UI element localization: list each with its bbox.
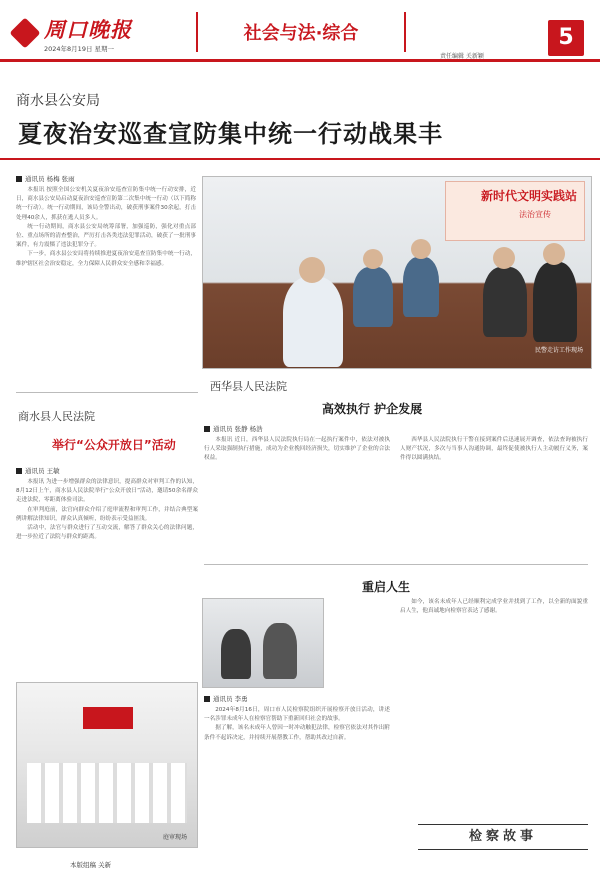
article2-byline-text: 通讯员 王敏 <box>25 467 60 475</box>
person-figure-icon <box>533 262 577 342</box>
article1-photo <box>202 176 592 369</box>
article3-body-left <box>204 436 390 556</box>
article2-paragraph: 本报讯 为进一步增强群众的法律意识，提高群众对审判工作的认知，8月12日上午，商水县人民法院举行“公众开放日”活动，邀请50余名群众走进法院，零距离体验司法。 <box>16 479 198 504</box>
article3-headline: 高效执行 护企发展 <box>322 402 423 416</box>
newspaper-logo-icon <box>9 17 40 48</box>
paper-name: 周口晚报 <box>44 18 132 42</box>
article2-byline <box>16 466 60 475</box>
article4-photo <box>202 598 324 688</box>
article1-paragraph: 本报讯 按照全国公安机关夏夜治安巡查宣防集中统一行动安排，近日，商水县公安局启动夏夜治安巡查宣防第二次集中统一行动（以下简称统一行动）。统一行动期间，该局全警出动，破获刑事案件30余起，打击处理40余人，抓获在逃人员多人。 <box>16 187 196 221</box>
article3-byline <box>204 424 263 433</box>
courtroom-seats-icon <box>27 763 187 823</box>
byline-square-icon <box>16 176 22 182</box>
article1-byline-text: 通讯员 杨梅 张雨 <box>25 175 75 183</box>
article4-paragraph: 据了解，该名未成年人曾因一时冲动触犯法律，检察官依法对其作出附条件不起诉决定，并持续开展帮教工作，帮助其改过自新。 <box>204 725 390 741</box>
officer-head-icon <box>363 249 383 269</box>
article2-photo <box>16 682 198 848</box>
article4-paragraph: 2024年8月16日，周口市人民检察院组织开展检察开放日活动，讲述一名涉罪未成年人在检察官帮助下重新回归社会的故事。 <box>204 707 390 723</box>
article3-body-right <box>400 436 588 556</box>
officer-figure-icon <box>353 267 393 327</box>
person-figure-icon <box>483 267 527 337</box>
page-number: 5 <box>548 20 584 56</box>
article2-body <box>16 478 198 676</box>
article1-body <box>16 186 196 386</box>
column-label: 检察故事 <box>418 824 588 850</box>
article1-department: 商水县公安局 <box>16 93 100 109</box>
page-editor: 责任编辑 关新颖 <box>440 53 484 60</box>
court-emblem-icon <box>83 707 133 729</box>
byline-square-icon <box>16 468 22 474</box>
article4-body-left <box>204 706 390 886</box>
article2-paragraph: 在审判庭前，法官向群众介绍了庭审流程和审判工作，并结合典型案例讲解法律知识，群众认真倾听，纷纷表示受益匪浅。 <box>16 506 198 522</box>
article1-photo-caption: 民警走访工作现场 <box>534 347 583 354</box>
byline-square-icon <box>204 426 210 432</box>
article3-paragraph: 西华县人民法院执行干警在接到案件后迅速展开调查，依法查询被执行人财产状况，多次与当事人沟通协调，最终促使被执行人主动履行义务，案件得以圆满执结。 <box>400 437 588 462</box>
article1-paragraph: 统一行动期间，商水县公安局统筹部署，加强巡防，强化对重点部位、重点场所的清查整治，严厉打击各类违法犯罪活动，破获了一批刑事案件，有力震慑了违法犯罪分子。 <box>16 223 196 249</box>
article1-paragraph: 下一步，商水县公安局将持续推进夏夜治安巡查宣防集中统一行动，维护辖区社会治安稳定，全力保障人民群众安全感和幸福感。 <box>16 251 196 267</box>
issue-date: 2024年8月19日 星期一 <box>44 45 115 53</box>
article3-department: 西华县人民法院 <box>210 380 287 393</box>
banner-text-icon: 新时代文明实践站 <box>480 189 577 203</box>
article1-byline <box>16 174 75 183</box>
person-head-icon <box>543 243 565 265</box>
article3-byline-text: 通讯员 张静 杨浩 <box>213 425 263 433</box>
article2-headline: 举行“公众开放日”活动 <box>52 438 176 452</box>
officer-figure-icon <box>403 257 439 317</box>
section-title-text: 社会与法·综合 <box>243 23 359 44</box>
article2-department: 商水县人民法院 <box>18 410 95 423</box>
section-rule <box>204 564 588 565</box>
article3-paragraph: 本报讯 近日，西华县人民法院执行局在一起执行案件中，依法对被执行人采取强制执行措施，成功为企业挽回经济损失，切实维护了企业的合法权益。 <box>204 437 390 462</box>
person-figure-icon <box>221 629 251 679</box>
article4-paragraph: 如今，该名未成年人已经顺利完成学业并找到了工作，以全新的面貌重启人生，他真诚地向检察官表达了感谢。 <box>400 599 588 615</box>
article4-headline: 重启人生 <box>362 580 411 594</box>
masthead <box>0 0 600 62</box>
person-head-icon <box>299 257 325 283</box>
person-head-icon <box>493 247 515 269</box>
person-figure-icon <box>283 277 343 367</box>
article4-byline <box>204 694 248 703</box>
banner-subtext-icon: 法治宣传 <box>519 210 551 219</box>
section-title <box>196 12 406 52</box>
byline-square-icon <box>204 696 210 702</box>
officer-head-icon <box>411 239 431 259</box>
section-rule <box>16 392 198 393</box>
article1-headline: 夏夜治安巡查宣防集中统一行动战果丰 <box>18 120 443 148</box>
footer-editor-note: 本版组稿 关新 <box>70 861 112 869</box>
article4-byline-text: 通讯员 李勇 <box>213 695 248 703</box>
article2-photo-caption: 庭审现场 <box>162 834 187 841</box>
headline-divider <box>0 158 600 160</box>
article2-paragraph: 活动中，法官与群众进行了互动交流，解答了群众关心的法律问题，进一步拉近了法院与群众的距离。 <box>16 525 198 541</box>
person-figure-icon <box>263 623 297 679</box>
article4-body-right <box>400 598 588 818</box>
